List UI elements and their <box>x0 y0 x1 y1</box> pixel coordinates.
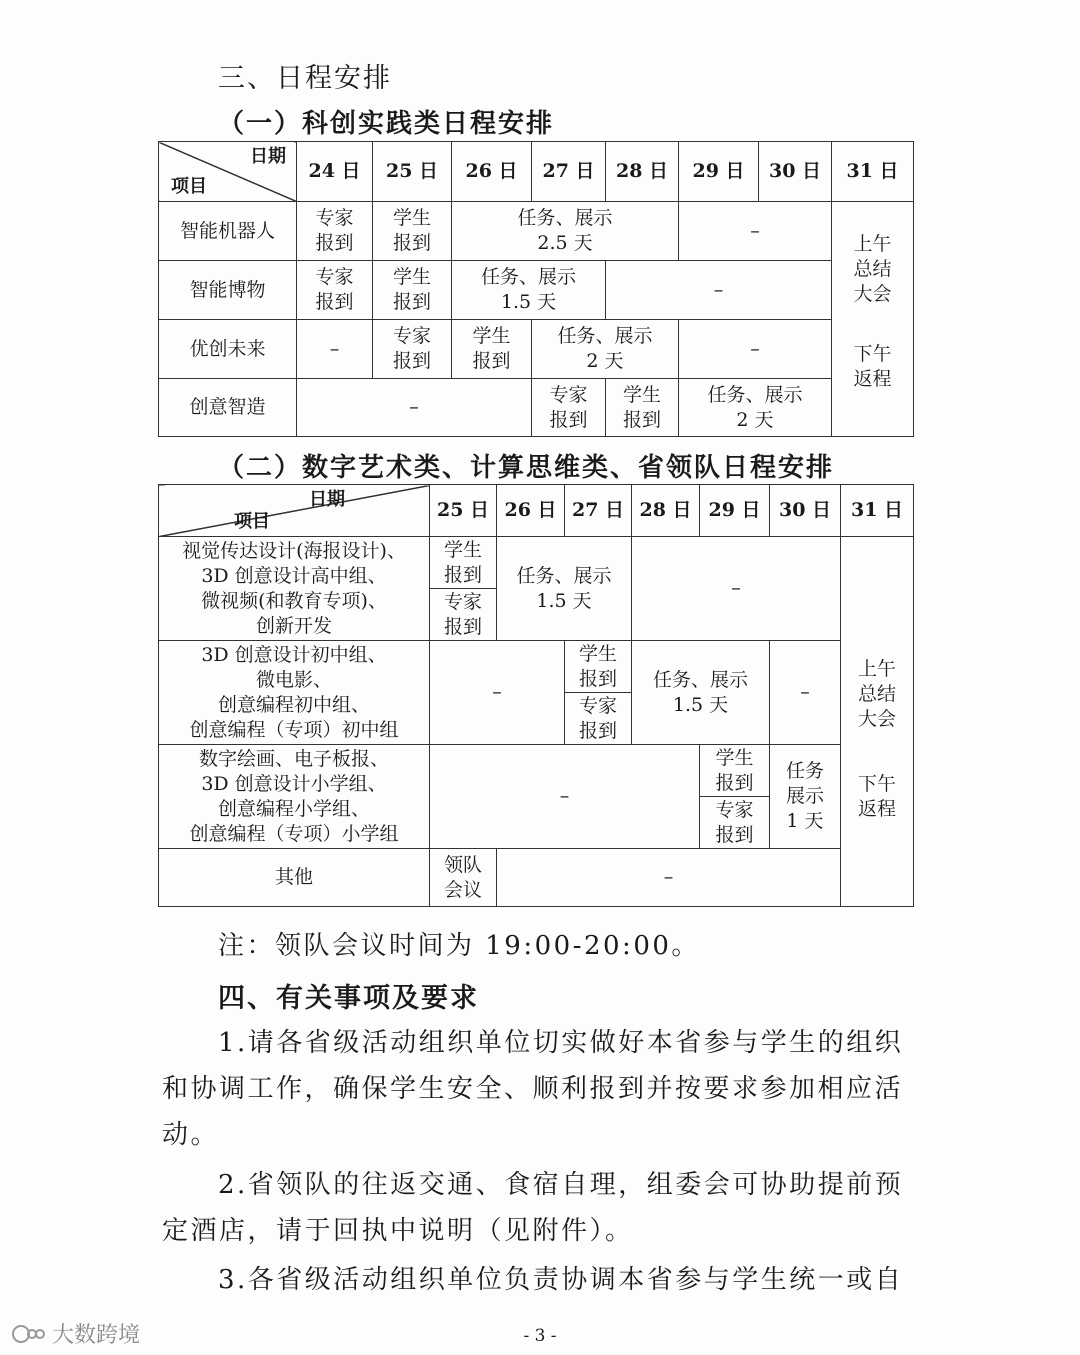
cell: 学生 报到 <box>430 537 497 589</box>
header-date-label: 日期 <box>250 146 286 167</box>
cell: – <box>770 641 841 745</box>
row-name: 3D 创意设计初中组、 微电影、 创意编程初中组、 创意编程（专项）初中组 <box>159 641 430 745</box>
cell: 学生 报到 <box>373 202 452 261</box>
cell: 任务、展示 1.5 天 <box>452 261 606 320</box>
cell: – <box>632 537 841 641</box>
cell: 任务、展示 1.5 天 <box>497 537 632 641</box>
cell: – <box>606 261 832 320</box>
cell: 任务、展示 2.5 天 <box>452 202 679 261</box>
cell: 领队 会议 <box>430 849 497 907</box>
cell: – <box>430 641 565 745</box>
day-header: 28 日 <box>632 485 700 537</box>
cell: 任务 展示 1 天 <box>770 745 841 849</box>
day-header: 27 日 <box>532 142 606 202</box>
sub2-title: （二）数字艺术类、计算思维类、省领队日程安排 <box>218 453 835 483</box>
paragraph-1: 1.请各省级活动组织单位切实做好本省参与学生的组织和协调工作，确保学生安全、顺利报到并按要求参加相应活动。 <box>162 1028 904 1150</box>
header-item-label: 项目 <box>234 511 270 532</box>
day-header: 27 日 <box>565 485 632 537</box>
day-header: 24 日 <box>297 142 373 202</box>
cell: 任务、展示 2 天 <box>679 379 832 437</box>
day-header: 29 日 <box>700 485 770 537</box>
section4-title: 四、有关事项及要求 <box>218 983 479 1014</box>
row-name: 数字绘画、电子板报、 3D 创意设计小学组、 创意编程小学组、 创意编程（专项）小学组 <box>159 745 430 849</box>
header-diagonal-cell <box>159 485 430 537</box>
row-name: 智能机器人 <box>159 202 297 261</box>
cell: 任务、展示 2 天 <box>532 320 679 379</box>
cell: – <box>430 745 700 849</box>
cell: – <box>297 320 373 379</box>
day31-bottom: 下午 返程 <box>857 773 896 820</box>
cell: 学生 报到 <box>373 261 452 320</box>
day31-bottom: 下午 返程 <box>853 343 892 390</box>
cell: 专家 报到 <box>297 261 373 320</box>
cell: 专家 报到 <box>430 589 497 641</box>
row-name: 创意智造 <box>159 379 297 437</box>
day-header: 28 日 <box>606 142 679 202</box>
cell: 学生 报到 <box>565 641 632 693</box>
day-header: 31 日 <box>841 485 914 537</box>
paragraph-3: 3.各省级活动组织单位负责协调本省参与学生统一或自 <box>218 1265 904 1295</box>
cell: – <box>679 320 832 379</box>
day-header: 25 日 <box>373 142 452 202</box>
day-header: 30 日 <box>759 142 832 202</box>
watermark-text: 大数跨境 <box>52 1323 141 1348</box>
day31-cell <box>832 202 914 437</box>
schedule-table-2 <box>158 484 914 907</box>
row-name: 优创未来 <box>159 320 297 379</box>
cell: 专家 报到 <box>700 797 770 849</box>
row-name: 其他 <box>159 849 430 907</box>
cell: – <box>297 379 532 437</box>
header-date-label: 日期 <box>309 489 345 510</box>
page-number: - 3 - <box>523 1326 557 1346</box>
day-header: 30 日 <box>770 485 841 537</box>
cell: – <box>679 202 832 261</box>
section3-title: 三、日程安排 <box>218 63 392 94</box>
cell: 专家 报到 <box>565 693 632 745</box>
header-diagonal-cell <box>159 142 297 202</box>
day-header: 29 日 <box>679 142 759 202</box>
cell: 专家 报到 <box>297 202 373 261</box>
row-name: 视觉传达设计(海报设计)、 3D 创意设计高中组、 微视频(和教育专项)、 创新开发 <box>159 537 430 641</box>
header-item-label: 项目 <box>171 176 207 197</box>
day31-cell <box>841 537 914 907</box>
cell: 任务、展示 1.5 天 <box>632 641 770 745</box>
day-header: 31 日 <box>832 142 914 202</box>
day31-top: 上午 总结 大会 <box>853 233 892 305</box>
schedule-table-1 <box>158 141 914 437</box>
day31-top: 上午 总结 大会 <box>857 658 896 730</box>
day-header: 26 日 <box>497 485 565 537</box>
cell: 学生 报到 <box>700 745 770 797</box>
sub1-title: （一）科创实践类日程安排 <box>218 109 555 139</box>
note: 注：领队会议时间为 19:00-20:00。 <box>218 931 700 961</box>
cell: – <box>497 849 841 907</box>
cell: 学生 报到 <box>606 379 679 437</box>
paragraph-2: 2.省领队的往返交通、食宿自理，组委会可协助提前预定酒店，请于回执中说明（见附件）。 <box>162 1170 904 1246</box>
cell: 专家 报到 <box>373 320 452 379</box>
cell: 学生 报到 <box>452 320 532 379</box>
day-header: 26 日 <box>452 142 532 202</box>
day-header: 25 日 <box>430 485 497 537</box>
row-name: 智能博物 <box>159 261 297 320</box>
cell: 专家 报到 <box>532 379 606 437</box>
